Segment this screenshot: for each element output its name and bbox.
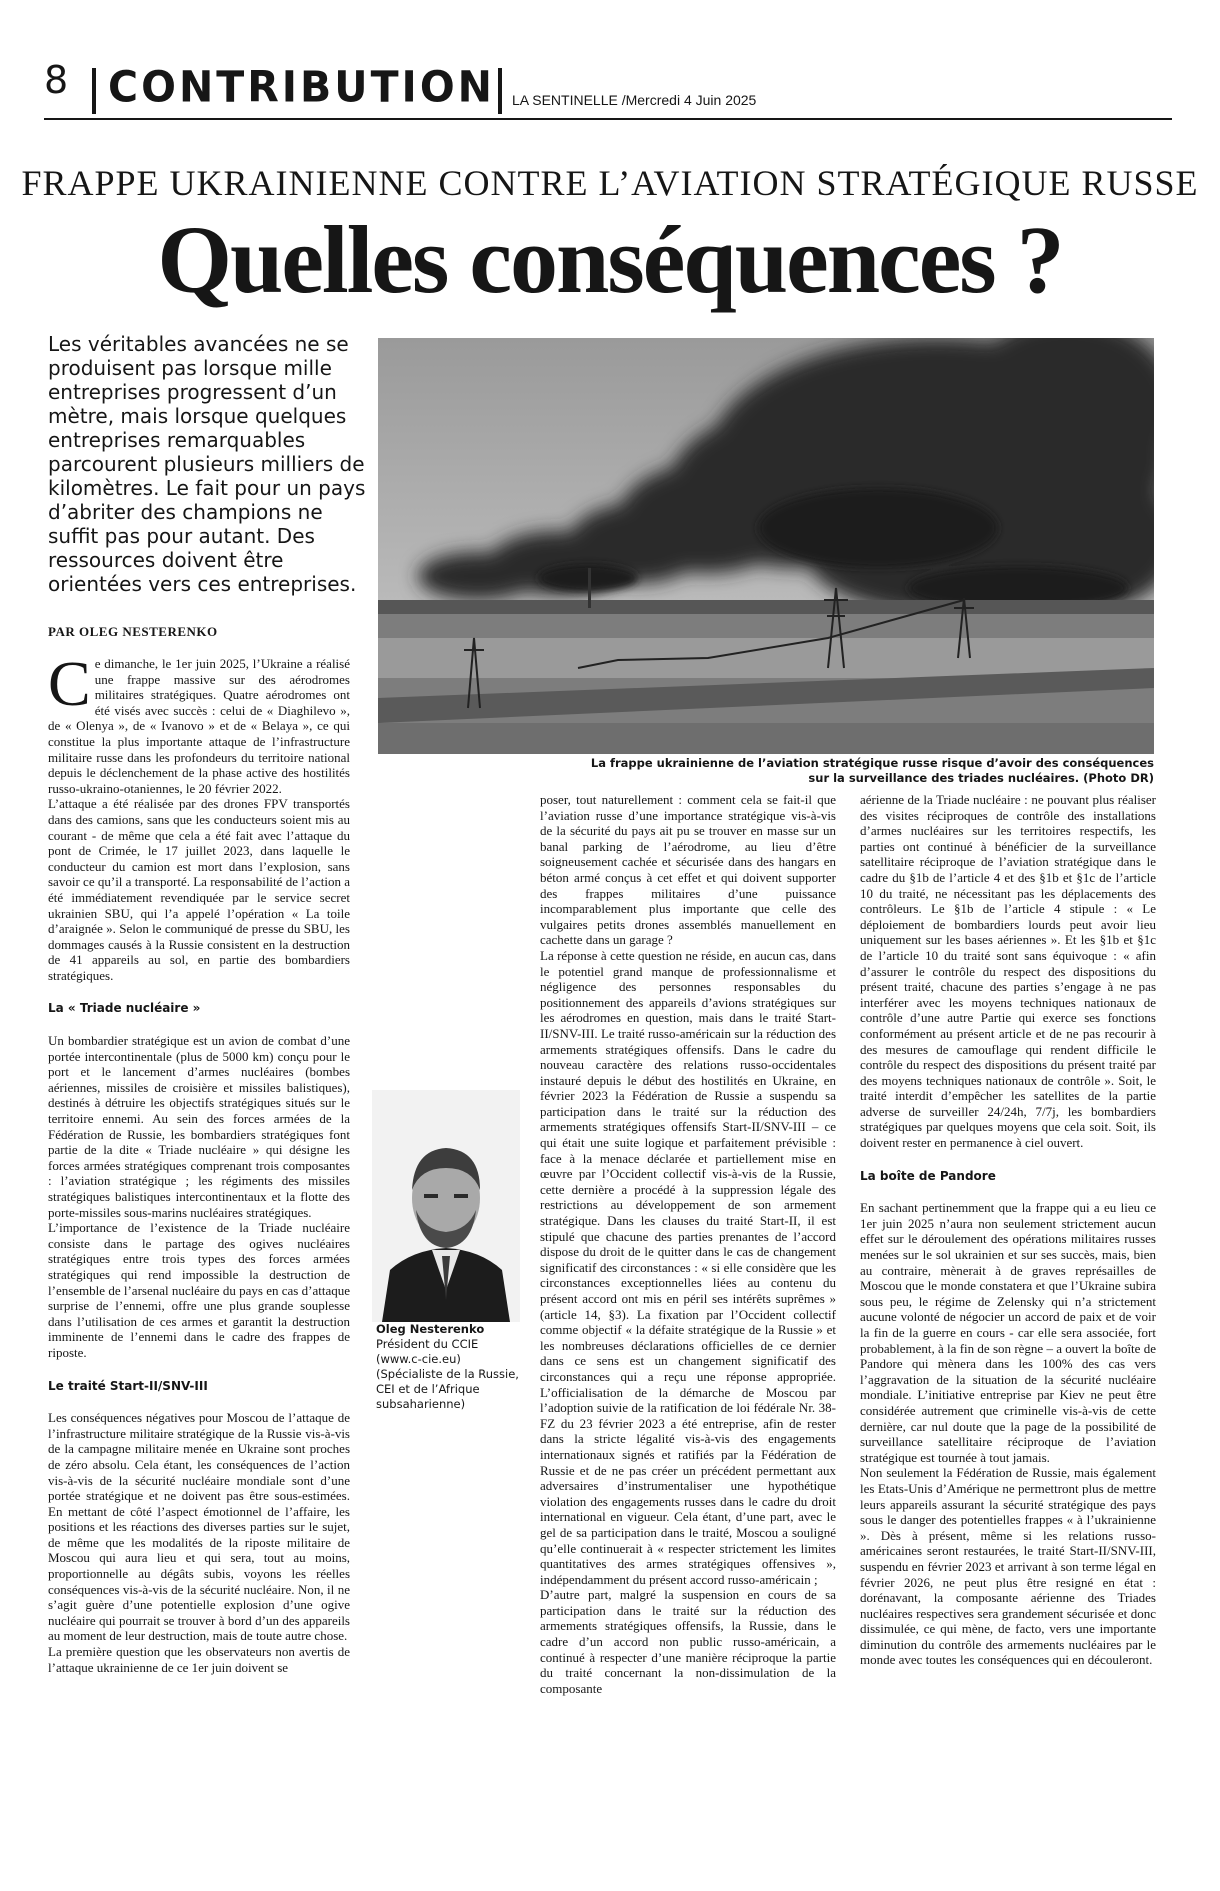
article-column-1 (48, 648, 350, 1675)
photo-caption-line-1: La frappe ukrainienne de l’aviation stratégique russe risque d’avoir des conséquences (590, 756, 1154, 770)
article-kicker: FRAPPE UKRAINIENNE CONTRE L’AVIATION STRATÉGIQUE RUSSE (21, 163, 1199, 203)
subheading: La boîte de Pandore (860, 1168, 996, 1183)
drop-cap: C (48, 648, 91, 719)
masthead-date: LA SENTINELLE /Mercredi 4 Juin 2025 (512, 92, 757, 108)
author-name: Oleg Nesterenko (376, 1322, 485, 1336)
article-paragraph: poser, tout naturellement : comment cela se fait-il que l’aviation russe d’une importance stratégique vis-à-vis de la sécurité du pays ait pu se trouver en masse sur un banal parking de l’aérodrome, au lieu d’être soigneusement cachée et sécurisée dans des hangars en béton armé conçus à cet effet et qui doivent supporter des frappes militaires d’une puissance incomparablement plus importante que celle des vulgaires petits drones assemblés manuellement en cachette dans un garage ? (540, 792, 836, 948)
photo-caption-line-2: sur la surveillance des triades nucléaires. (Photo DR) (808, 770, 1154, 785)
author-website: (www.c-cie.eu) (376, 1352, 461, 1366)
author-title: Président du CCIE (376, 1337, 479, 1351)
article-paragraph: La réponse à cette question ne réside, en aucun cas, dans le potentiel grand manque de professionnalisme et négligence des personnes responsables du positionnement des appareils d’avions stratégiques sur les aérodromes en question, mais dans le traité Start-II/SNV-III. Le traité russo-américain sur la réduction des armements stratégiques offensifs. Dans le cadre du nouveau caractère des relations russo-occidentales instauré depuis le début des hostilités en Ukraine, en février 2023 la Fédération de Russie a suspendu sa participation dans le traité sur la réduction des armements stratégiques offensifs Start-II/SNV-III – ce qui était une suite logique et parfaitement prévisible : face à la menace déclarée et partiellement mise en œuvre par l’Occident collectif vis-à-vis de la Russie, cette dernière a procédé à la suppression légale des restrictions au développement de son armement stratégique. Dans les clauses du traité Start-II, il est stipulé que chacune des parties prenantes de l’accord dispose du droit de le quitter dans le cas de changement significatif des circonstances : « si elle considère que les circonstances exceptionnelles liées au contenu du présent accord ont mis en péril ses intérêts suprêmes » (article 14, §3). La fixation par l’Occident collectif comme objectif « la défaite stratégique de la Russie » et les nombreuses déclarations officielles de ce dernier dans ce sens est un changement significatif des circonstances qui a reçu une réponse appropriée. L’officialisation de la démarche de Moscou par l’adoption suivie de la ratification de loi fédérale Nr. 38-FZ du 23 février 2023 a été entreprise, afin de rester dans la stricte légalité vis-à-vis des engagements internationaux signés et ratifiés par la Fédération de Russie et de ne pas créer un précédent permettant aux adversaires d’instrumentaliser une hypothétique violation des engagements russes dans le cadre du droit international en vigueur. Cela étant, d’une part, avec le gel de sa participation dans le traité, Moscou a souligné qu’elle continuerait à « respecter strictement les limites quantitatives des armes stratégiques offensives », indépendamment du présent accord russo-américain ; (540, 947, 836, 1587)
author-specialty: subsaharienne) (376, 1397, 466, 1411)
author-box (376, 1322, 526, 1412)
article-paragraph (48, 648, 350, 796)
subheading: Le traité Start-II/SNV-III (48, 1378, 208, 1393)
byline: PAR OLEG NESTERENKO (48, 624, 218, 639)
article-column-3 (860, 792, 1156, 1668)
author-specialty: CEI et de l’Afrique (376, 1382, 480, 1396)
article-paragraph: Un bombardier stratégique est un avion de combat d’une portée intercontinentale (plus de 5000 km) conçu pour le port et le lancement d’armes nucléaires (bombes aériennes, missiles de croisière et missiles balistiques), destinés à détruire les objectifs stratégiques situés sur le territoire ennemi. Au sein des forces armées de la Fédération de Russie, les bombardiers stratégiques font partie de la dite « Triade nucléaire » qui désigne les forces armées stratégiques comprenant trois composantes : l’aviation stratégique ; les régiments des missiles stratégiques balistiques intercontinentaux et la flotte des porte-missiles sous-marins nucléaires stratégiques. (48, 1033, 350, 1220)
author-portrait (372, 1090, 520, 1322)
article-paragraph: aérienne de la Triade nucléaire : ne pouvant plus réaliser des visites réciproques de contrôle des installations d’armes nucléaires sur les territoires respectifs, les parties ont continué à bénéficier de la surveillance satellitaire réciproque de l’aviation stratégique dans le cadre du §1b de l’article 4 et des §1b et §1c de l’article 10 du traité, ne nécessitant pas les déplacements des contrôleurs. Le §1b de l’article 4 stipule : « Le déploiement de bombardiers lourds peut avoir lieu uniquement sur les bases aériennes ». Et les §1b et §1c de l’article 10 du traité sont sans équivoque : « afin d’assurer le contrôle du respect des dispositions du présent traité, chacune des parties s’engage à ne pas interférer avec les moyens techniques nationaux de contrôle d’une autre Partie qui exerce ses fonctions conformément au présent article et de ne pas recourir à des mesures de camouflage qui rendent difficile le contrôle du respect des dispositions du présent traité par des moyens techniques nationaux de contrôle ». Soit, le traité interdit d’empêcher les satellites de la partie adverse de surveiller 24/24h, 7/7j, les bombardiers stratégiques par quelques moyens que cela soit. Soit, ils doivent rester en permanence à ciel ouvert. (860, 792, 1156, 1151)
photo-caption (500, 756, 1154, 786)
author-photo (372, 1090, 520, 1322)
smoke-photo-illustration (378, 338, 1154, 754)
article-column-2 (540, 792, 836, 1696)
header-divider-2 (498, 68, 502, 114)
article-paragraph: La première question que les observateurs non avertis de l’attaque ukrainienne de ce 1er juin doivent se (48, 1644, 350, 1675)
author-specialty: (Spécialiste de la Russie, (376, 1367, 519, 1381)
header-rule (44, 118, 1172, 120)
article-paragraph: D’autre part, malgré la suspension en cours de sa participation dans le traité sur la réduction des armements stratégiques offensifs, la Russie, dans le cadre d’un accord non public russo-américain, a continué à respecter d’une manière réciproque la partie du traité concernant la non-dissimulation de la composante (540, 1587, 836, 1696)
article-lead: Les véritables avancées ne se produisent pas lorsque mille entreprises progressent d’un mètre, mais lorsque quelques entreprises remarquables parcourent plusieurs milliers de kilomètres. Le fait pour un pays d’abriter des champions ne suffit pas pour autant. Des ressources doivent être orientées vers ces entreprises. (48, 332, 366, 596)
article-paragraph: Les conséquences négatives pour Moscou de l’attaque de l’infrastructure militaire stratégique de la Russie vis-à-vis de la campagne militaire menée en Ukraine sont proches de zéro absolu. Cela étant, les conséquences de l’action vis-à-vis de la sécurité nucléaire mondiale sont d’une portée stratégique et ne doivent pas être sous-estimées. En mettant de côté l’aspect émotionnel de l’affaire, les positions et les réactions des diverses parties sur le sujet, de même que les modalités de la riposte militaire de Moscou qui aura lieu et qui sera, tout au moins, proportionnelle au dégâts subis, voyons les réelles conséquences vis-à-vis de la sécurité nucléaire. Non, il ne s’agit guère d’une potentielle explosion d’une ogive nucléaire qui pourrait se trouver à bord d’un des appareils au moment de leur destruction, mais de toute autre chose. (48, 1410, 350, 1644)
article-paragraph: Non seulement la Fédération de Russie, mais également les Etats-Unis d’Amérique ne permettront plus de mettre leurs appareils assurant la sécurité stratégique des pays sous le danger des potentielles frappes « à l’ukrainienne ». Dès à présent, même si les relations russo-américaines seront restaurées, le traité Start-II/SNV-III, suspendu en février 2023 et arrivant à son terme légal en février 2026, ne peut plus être resigné en état : dorénavant, la composante aérienne des Triades nucléaires respectives sera grandement sécurisée et donc dissimulée, ce qui mène, de facto, vers une importante diminution du contrôle des armements nucléaires par le monde avec toutes les conséquences qui en découleront. (860, 1465, 1156, 1668)
article-paragraph: L’importance de l’existence de la Triade nucléaire consiste dans le partage des ogives nucléaires stratégiques entre trois types des forces armées stratégiques qui rend impossible la destruction de l’ensemble de l’arsenal nucléaire du pays en cas d’attaque surprise de l’ennemi, offre une plus grande souplesse dans l’utilisation de ces armes et garantit la destruction imminente de l’ennemi dans le cadre des frappes de riposte. (48, 1220, 350, 1360)
article-headline: Quelles conséquences ? (157, 206, 1063, 313)
paragraph-text: e dimanche, le 1er juin 2025, l’Ukraine a réalisé une frappe massive sur des aérodromes militaires stratégiques. Quatre aérodromes ont été visés avec succès : celui de « Diaghilevo », de « Olenya », de « Ivanovo » et de « Belaya », ce qui constitue la plus importante attaque de l’infrastructure militaire russe dans les profondeurs du territoire national depuis le déclenchement de la phase active des hostilités russo-ukraino-otaniennes, le 20 février 2022. (48, 656, 350, 796)
article-paragraph: L’attaque a été réalisée par des drones FPV transportés dans des camions, sans que les conducteurs soient mis au courant - de même que cela a été fait avec l’attaque du pont de Crimée, le 17 juillet 2023, dans laquelle le conducteur du camion est mort dans l’explosion, sans savoir ce qu’il a transporté. La responsabilité de l’action a été immédiatement revendiquée par le service secret ukrainien SBU, qui l’a appelé l’opération « La toile d’araignée ». Selon le communiqué de presse du SBU, les dommages causés à la Russie consistent en la destruction de 41 appareils au sol, en partie des bombardiers stratégiques. (48, 796, 350, 983)
article-paragraph: En sachant pertinemment que la frappe qui a eu lieu ce 1er juin 2025 n’aura non seulement strictement aucun effet sur le déroulement des opérations militaires russes menées sur le sol ukrainien et sur ses succès, mais, bien au contraire, mènerait à de graves représailles de Moscou que le monde constatera et que l’Ukraine subira sous peu, le régime de Zelensky qui n’a strictement aucune volonté de négocier un accord de paix et de voir la fin de la guerre en cours - car elle sera associée, fort probablement, à la fin de son règne – a ouvert la boîte de Pandore qui mènera dans les 100% des cas vers l’aggravation de la situation de la sécurité nucléaire mondiale. L’initiative entreprise par Kiev ne peut être considérée autrement que criminelle vis-à-vis de cette dernière, car nul doute que la page de la possibilité de surveillance satellitaire réciproque de l’aviation stratégique est tournée à tout jamais. (860, 1200, 1156, 1465)
section-title: CONTRIBUTION (108, 61, 495, 113)
article-photo (378, 338, 1154, 754)
subheading: La « Triade nucléaire » (48, 1001, 201, 1016)
header-divider (92, 68, 96, 114)
page-number: 8 (44, 58, 68, 102)
